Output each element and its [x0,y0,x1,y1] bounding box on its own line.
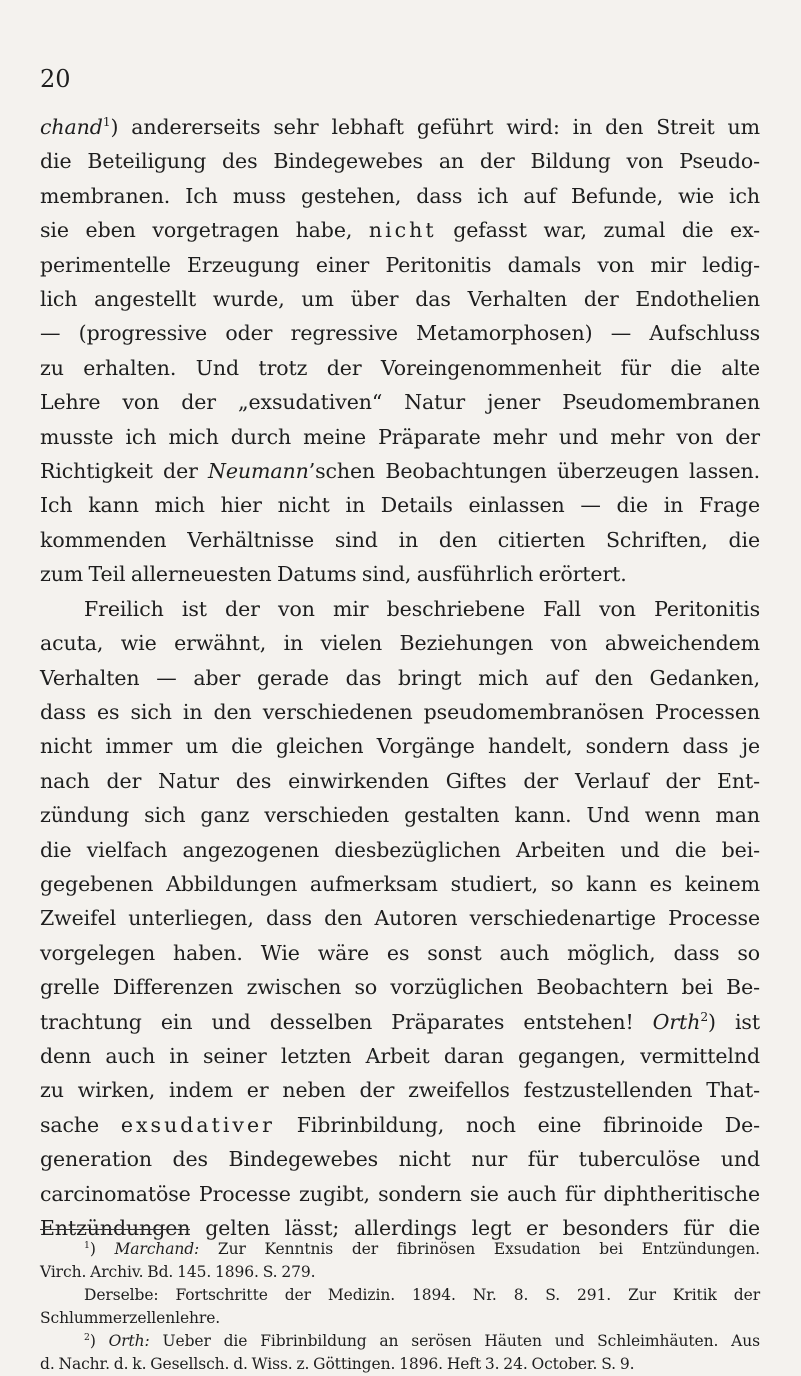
text-line: vorgelegen haben. Wie wäre es sonst auch möglich, dass so [40,940,760,965]
footnote-divider [40,1229,190,1230]
text-line: Verhalten — aber gerade das bringt mich auf den Gedanken, [40,665,760,690]
text-line: kommenden Verhältnisse sind in den citierten Schriften, die [40,527,760,552]
text-line: die vielfach angezogenen diesbezüglichen Arbeiten und die bei- [40,837,760,862]
text-line: Zweifel unterliegen, dass den Autoren verschiedenartige Processe [40,906,760,931]
text-line [40,1108,760,1142]
footnote-line [40,1238,760,1261]
page-number: 20 [40,65,71,93]
text-line: zu wirken, indem er neben der zweifellos festzustellenden That- [40,1078,760,1103]
text-line: Ich kann mich hier nicht in Details einlassen — die in Frage [40,493,760,518]
text-line: dass es sich in den verschiedenen pseudomembranösen Processen [40,699,760,724]
text-line: zu erhalten. Und trotz der Voreingenommenheit für die alte [40,355,760,380]
text-line: grelle Differenzen zwischen so vorzüglichen Beobachtern bei Be- [40,975,760,1000]
footnote-line [40,1330,760,1353]
text-span: Richtigkeit der [40,459,209,484]
text-span: Fibrinbildung, noch eine fibrinoide De- [274,1112,760,1137]
footnote-line: Schlummerzellenlehre. [40,1309,221,1327]
text-line [40,110,760,144]
text-span: Ueber die Fibrinbildung an serösen Häuten und Schleimhäuten. Aus [149,1332,760,1350]
text-line [40,1005,760,1039]
text-span: gefasst war, zumal die ex- [436,218,760,243]
text-line: — (progressive oder regressive Metamorphosen) — Aufschluss [40,321,760,346]
text-line: carcinomatöse Processe zugibt, sondern sie auch für diphtheritische [40,1181,760,1206]
text-span: sache [40,1112,121,1137]
text-line: acuta, wie erwähnt, in vielen Beziehungen von abweichendem [40,631,760,656]
footnotes [40,1238,760,1376]
footnote-marker: 2 [84,1331,90,1343]
text-span: trachtung ein und desselben Präparates entstehen! [40,1009,653,1034]
text-span: ’schen Beobachtungen überzeugen lassen. [308,459,760,484]
author-name: Orth: [108,1332,150,1350]
text-line: perimentelle Erzeugung einer Peritonitis damals von mir ledig- [40,252,760,277]
footnote-ref: 1 [102,115,111,130]
text-span: sie eben vorgetragen habe, [40,218,369,243]
text-line: nach der Natur des einwirkenden Giftes der Verlauf der Ent- [40,768,760,793]
text-line: generation des Bindegewebes nicht nur für tuberculöse und [40,1147,760,1172]
text-span: Zur Kenntnis der fibrinösen Exsudation bei Entzündungen. [199,1240,761,1258]
text-line [40,454,760,488]
author-name: Marchand: [114,1240,200,1258]
text-span: ) ist [708,1009,760,1034]
emphasis-text: nicht [368,218,437,243]
emphasis-text: exsudativer [120,1112,275,1137]
text-line: membranen. Ich muss gestehen, dass ich auf Befunde, wie ich [40,183,760,208]
text-span: ) [89,1332,109,1350]
footnote-marker: 1 [84,1239,90,1251]
text-line: denn auch in seiner letzten Arbeit daran gegangen, vermittelnd [40,1043,760,1068]
text-line: Lehre von der „exsudativen“ Natur jener Pseudomembranen [40,390,760,415]
text-line: Freilich ist der von mir beschriebene Fall von Peritonitis [84,596,760,621]
text-span: ) [89,1240,115,1258]
text-line: Entzündungen gelten lässt; allerdings legt er besonders für die [40,1216,760,1240]
footnote-ref: 2 [700,1009,709,1024]
text-line [40,213,760,247]
author-name: Neumann [208,459,309,484]
text-line: gegebenen Abbildungen aufmerksam studiert, so kann es keinem [40,871,760,896]
text-line: zum Teil allerneuesten Datums sind, ausführlich erörtert. [40,562,627,587]
body-text [40,110,760,1245]
text-span: ) andererseits sehr lebhaft geführt wird: in den Streit um [110,115,760,139]
footnote-line: Derselbe: Fortschritte der Medizin. 1894. Nr. 8. S. 291. Zur Kritik der [84,1286,760,1304]
author-name: Orth [652,1009,701,1034]
text-line: musste ich mich durch meine Präparate mehr und mehr von der [40,424,760,449]
text-line: zündung sich ganz verschieden gestalten kann. Und wenn man [40,803,760,828]
text-line: lich angestellt wurde, um über das Verhalten der Endothelien [40,287,760,312]
footnote-line: Virch. Archiv. Bd. 145. 1896. S. 279. [40,1263,316,1281]
footnote-line: d. Nachr. d. k. Gesellsch. d. Wiss. z. Göttingen. 1896. Heft 3. 24. October. S. 9. [40,1355,635,1373]
text-line: nicht immer um die gleichen Vorgänge handelt, sondern dass je [40,734,760,759]
text-line: die Beteiligung des Bindegewebes an der Bildung von Pseudo- [40,149,760,174]
author-name: chand [40,115,103,139]
